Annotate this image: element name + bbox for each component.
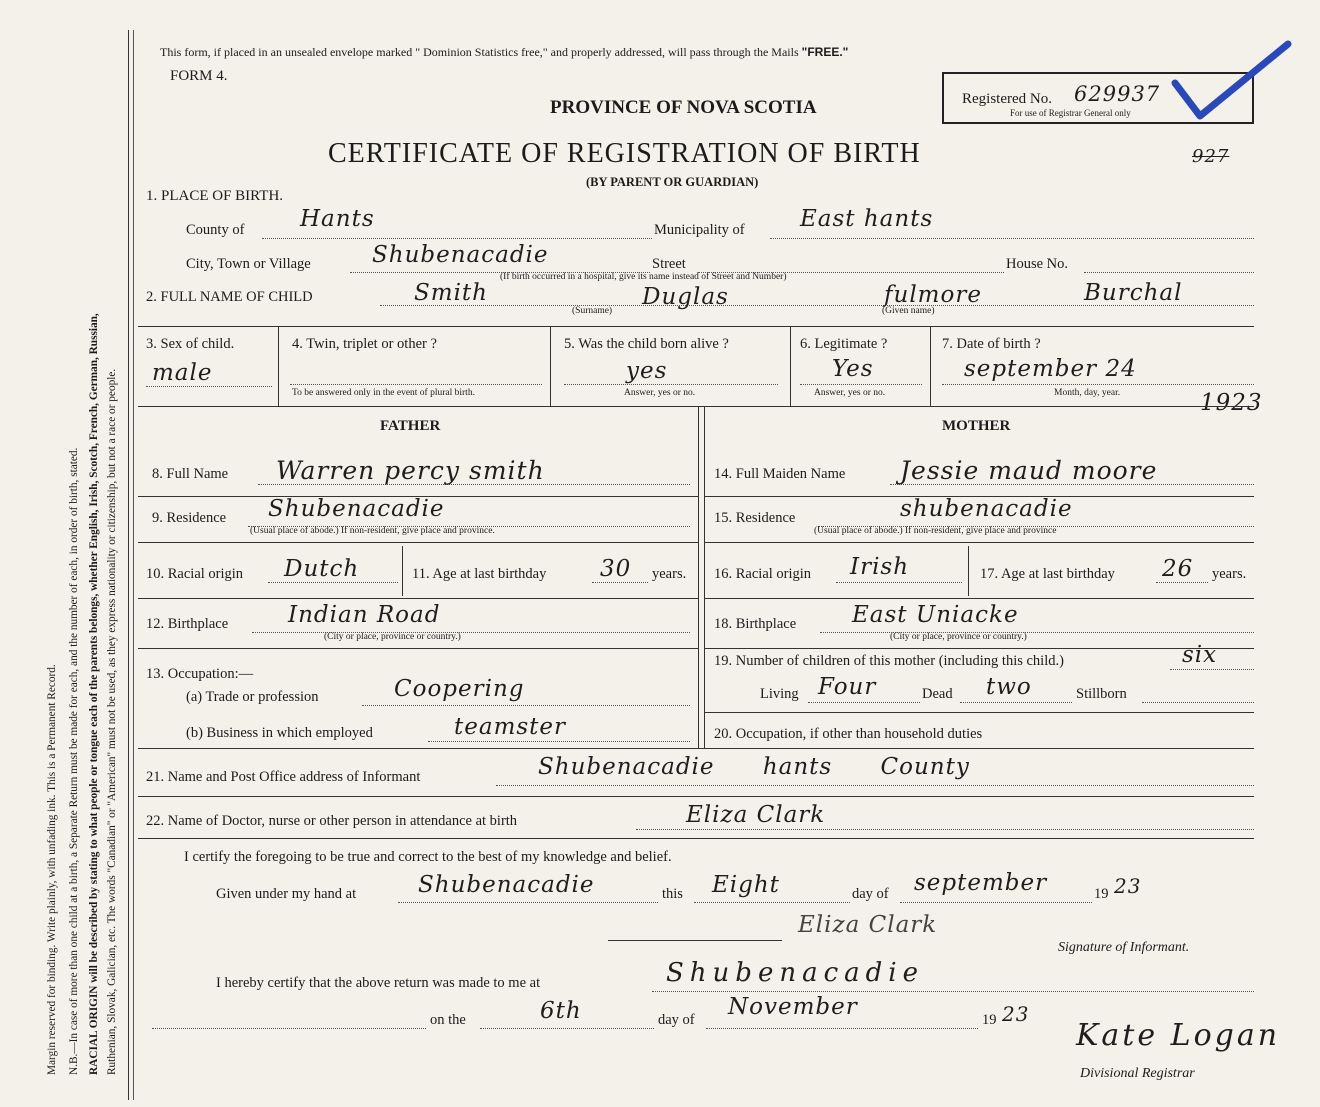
alive-note: Answer, yes or no.	[624, 388, 696, 398]
parents-divider-inner	[704, 406, 705, 748]
child-name-label: 2. FULL NAME OF CHILD	[146, 289, 313, 305]
father-rule-2	[138, 542, 698, 543]
given-place-line	[398, 902, 658, 903]
given-under-label: Given under my hand at	[216, 886, 357, 902]
mother-birthplace-note: (City or place, province or country.)	[890, 632, 1027, 642]
father-residence-label: 9. Residence	[152, 510, 227, 526]
informant-signature: Eliza Clark	[798, 912, 938, 938]
city-value: Shubenacadie	[372, 242, 549, 268]
mother-residence: shubenacadie	[900, 496, 1073, 522]
mother-age-line	[1156, 582, 1208, 583]
children-count: six	[1182, 642, 1218, 668]
attendant-value: Eliza Clark	[686, 802, 826, 828]
father-birthplace-line	[252, 632, 690, 633]
row3-divider-1	[278, 326, 279, 406]
twin-line	[290, 384, 542, 385]
father-residence-note: (Usual place of abode.) If non-resident, give place and province.	[250, 526, 495, 536]
mother-residence-label: 15. Residence	[714, 510, 796, 526]
sex-label: 3. Sex of child.	[146, 336, 235, 352]
occupation-label: 13. Occupation:—	[146, 666, 254, 682]
father-age: 30	[600, 556, 632, 582]
legitimate-note: Answer, yes or no.	[814, 388, 886, 398]
alive-line	[564, 384, 778, 385]
street-label: Street	[652, 256, 686, 272]
dob-label: 7. Date of birth ?	[942, 336, 1041, 352]
mother-birthplace-line	[820, 632, 1254, 633]
place-of-birth-heading: 1. PLACE OF BIRTH.	[146, 188, 284, 204]
living-value: Four	[818, 674, 877, 700]
attendant-label: 22. Name of Doctor, nurse or other person in attendance at birth	[146, 813, 518, 829]
father-race-divider	[402, 546, 403, 596]
trade-label: (a) Trade or profession	[186, 689, 319, 705]
registrar-day-line	[480, 1028, 654, 1029]
dob-year: 1923	[1200, 390, 1263, 416]
registered-label: Registered No.	[962, 91, 1052, 107]
page-title: CERTIFICATE OF REGISTRATION OF BIRTH	[328, 138, 921, 169]
margin-rule	[128, 30, 129, 1100]
parents-divider	[698, 406, 699, 748]
registrar-general-note: For use of Registrar General only	[1010, 108, 1131, 118]
child-given-name-1: Duglas	[642, 284, 729, 310]
mother-race-divider	[968, 546, 969, 596]
alive-value: yes	[626, 358, 668, 384]
business-line	[428, 741, 690, 742]
surname-caption: (Surname)	[572, 306, 613, 316]
living-label: Living	[760, 686, 799, 702]
father-age-years: years.	[652, 566, 687, 582]
legitimate-label: 6. Legitimate ?	[800, 336, 888, 352]
child-given-name-3: Burchal	[1084, 280, 1183, 306]
corner-mark: 927	[1192, 146, 1230, 167]
row3-bottom-rule	[138, 406, 1254, 407]
father-age-label: 11. Age at last birthday	[412, 566, 547, 582]
informant-line	[496, 785, 1254, 786]
given-place: Shubenacadie	[418, 872, 595, 898]
informant-signature-label: Signature of Informant.	[1058, 940, 1190, 955]
house-number-line	[1084, 272, 1254, 273]
attendant-line	[636, 829, 1254, 830]
informant-bottom-rule	[138, 796, 1254, 797]
sex-line	[146, 386, 272, 387]
children-count-line	[1170, 669, 1254, 670]
alive-label: 5. Was the child born alive ?	[564, 336, 729, 352]
stillborn-label: Stillborn	[1076, 686, 1127, 702]
registrar-place-line	[652, 991, 1254, 992]
mother-race-line	[836, 582, 962, 583]
mother-name-label: 14. Full Maiden Name	[714, 466, 846, 482]
mother-age-years: years.	[1212, 566, 1247, 582]
living-line	[808, 702, 920, 703]
given-day-of-label: day of	[852, 886, 889, 902]
county-label: County of	[186, 222, 245, 238]
house-number-label: House No.	[1006, 256, 1069, 272]
county-value: Hants	[300, 206, 375, 232]
given-year-suffix: 23	[1114, 874, 1142, 898]
father-heading: FATHER	[380, 418, 441, 434]
father-age-line	[592, 582, 648, 583]
page-subtitle: (BY PARENT OR GUARDIAN)	[586, 175, 759, 189]
margin-racial-origin-note-cont: Ruthenian, Slovak, Galician, etc. The words "Canadian" or "American" must not be used, as they express nationality or citizenship, but not a race or people.	[106, 368, 118, 1075]
given-month-line	[900, 902, 1092, 903]
informant-label: 21. Name and Post Office address of Informant	[146, 769, 421, 785]
father-name-label: 8. Full Name	[152, 466, 229, 482]
father-name: Warren percy smith	[276, 456, 545, 485]
mother-rule-2	[704, 542, 1254, 543]
mother-rule-3	[704, 598, 1254, 599]
row3-divider-2	[550, 326, 551, 406]
legitimate-line	[800, 384, 922, 385]
dead-line	[960, 702, 1072, 703]
mother-name: Jessie maud moore	[900, 456, 1158, 485]
mother-age-label: 17. Age at last birthday	[980, 566, 1115, 582]
father-race-line	[268, 582, 398, 583]
margin-rule-inner	[133, 30, 134, 1100]
registrar-signature-label: Divisional Registrar	[1080, 1066, 1195, 1081]
row3-divider-3	[790, 326, 791, 406]
father-rule-4	[138, 648, 698, 649]
informant-signature-line	[608, 940, 782, 941]
registrar-month: November	[728, 994, 858, 1020]
business-value: teamster	[454, 714, 567, 740]
registrar-lead-line	[152, 1028, 426, 1029]
child-surname: Smith	[414, 280, 488, 306]
mother-race-label: 16. Racial origin	[714, 566, 812, 582]
children-count-label: 19. Number of children of this mother (including this child.)	[714, 653, 1064, 669]
registrar-year-prefix: 19	[982, 1012, 997, 1028]
father-race: Dutch	[284, 556, 360, 582]
father-race-label: 10. Racial origin	[146, 566, 244, 582]
registrar-statement: I hereby certify that the above return was made to me at	[216, 975, 541, 991]
mother-residence-note: (Usual place of abode.) If non-resident, give place and province	[814, 526, 1057, 536]
registrar-on-the-label: on the	[430, 1012, 466, 1028]
registrar-day: 6th	[540, 998, 582, 1024]
this-label: this	[662, 886, 683, 902]
county-line	[262, 238, 652, 239]
dob-note: Month, day, year.	[1054, 388, 1121, 398]
hospital-note: (If birth occurred in a hospital, give its name instead of Street and Number)	[500, 272, 787, 282]
municipality-label: Municipality of	[654, 222, 745, 238]
mother-rule-5	[704, 712, 1254, 713]
given-year-prefix: 19	[1094, 886, 1109, 902]
mail-free-text: "FREE."	[801, 45, 849, 59]
certify-statement: I certify the foregoing to be true and correct to the best of my knowledge and belief.	[184, 849, 672, 865]
father-rule-3	[138, 598, 698, 599]
attendant-bottom-rule	[138, 838, 1254, 839]
dob-value: september 24	[964, 356, 1137, 382]
registered-number: 629937	[1074, 82, 1161, 106]
registrar-place: Shubenacadie	[666, 958, 924, 988]
given-month: september	[914, 870, 1048, 896]
given-day: Eight	[712, 872, 780, 898]
sex-value: male	[152, 360, 213, 386]
mother-occupation-label: 20. Occupation, if other than household duties	[714, 726, 983, 742]
margin-plural-birth-note: N.B.—In case of more than one child at a birth, a Separate Return must be made for each, and the number of each, in order of birth, stated.	[68, 447, 80, 1075]
form-number: FORM 4.	[170, 68, 228, 84]
father-residence: Shubenacadie	[268, 496, 445, 522]
mother-birthplace: East Uniacke	[852, 602, 1019, 628]
margin-racial-origin-note: RACIAL ORIGIN will be described by stating to what people or tongue each of the parents belongs, whether English, Irish, Scotch, French, German, Russian,	[88, 313, 100, 1075]
father-birthplace-label: 12. Birthplace	[146, 616, 229, 632]
twin-label: 4. Twin, triplet or other ?	[292, 336, 437, 352]
dead-value: two	[986, 674, 1032, 700]
child-given-name-2: fulmore	[884, 282, 982, 308]
informant-value: Shubenacadie hants County	[538, 754, 970, 780]
given-name-caption: (Given name)	[882, 306, 935, 316]
stillborn-line	[1142, 702, 1254, 703]
registrar-month-line	[706, 1028, 978, 1029]
mother-rule-4	[704, 648, 1254, 649]
city-label: City, Town or Village	[186, 256, 311, 272]
registrar-year-suffix: 23	[1002, 1002, 1030, 1026]
row3-divider-4	[930, 326, 931, 406]
mail-notice-text: This form, if placed in an unsealed envelope marked " Dominion Statistics free," and properly addressed, will pass through the Mails	[160, 45, 799, 59]
margin-binding-note: Margin reserved for binding. Write plainly, with unfading ink. This is a Permanent Record.	[46, 664, 58, 1075]
province-heading: PROVINCE OF NOVA SCOTIA	[550, 97, 817, 118]
father-birthplace-note: (City or place, province or country.)	[324, 632, 461, 642]
row3-top-rule	[138, 326, 1254, 327]
registrar-signature: Kate Logan	[1076, 1018, 1281, 1053]
trade-line	[362, 705, 690, 706]
twin-note: To be answered only in the event of plural birth.	[292, 388, 475, 398]
legitimate-value: Yes	[832, 356, 874, 382]
mother-age: 26	[1162, 556, 1194, 582]
registrar-day-of-label: day of	[658, 1012, 695, 1028]
municipality-line	[770, 238, 1254, 239]
mother-birthplace-label: 18. Birthplace	[714, 616, 797, 632]
mother-race: Irish	[850, 554, 910, 580]
dead-label: Dead	[922, 686, 953, 702]
father-birthplace: Indian Road	[288, 602, 441, 628]
checkmark-icon	[1170, 38, 1295, 128]
given-day-line	[694, 902, 850, 903]
mail-notice	[160, 45, 848, 60]
informant-top-rule	[138, 748, 1254, 749]
dob-line	[942, 384, 1254, 385]
trade-value: Coopering	[394, 676, 525, 702]
business-label: (b) Business in which employed	[186, 725, 373, 741]
mother-heading: MOTHER	[942, 418, 1011, 434]
municipality-value: East hants	[800, 206, 934, 232]
